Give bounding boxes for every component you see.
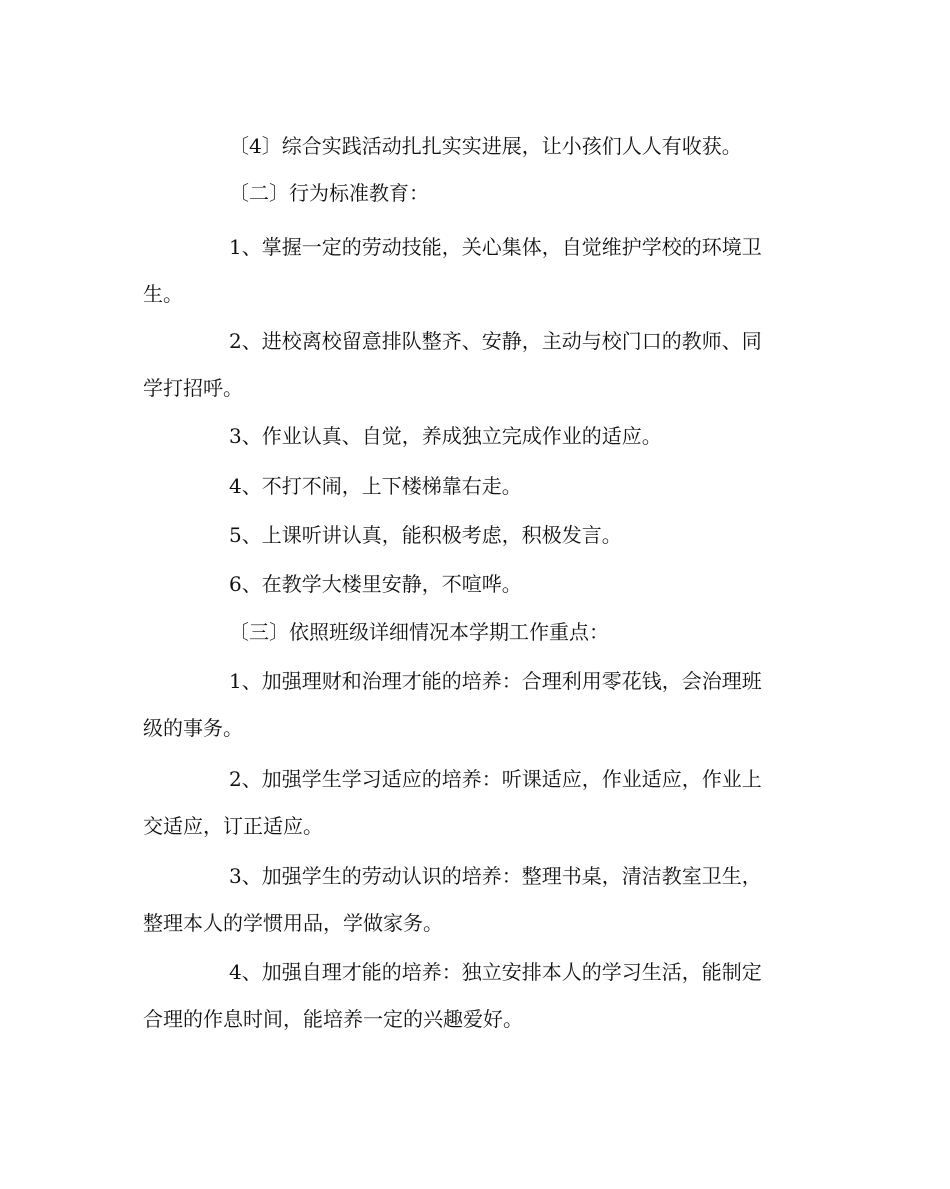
paragraph-line: 〔三〕依照班级详细情况本学期工作重点：	[229, 620, 609, 644]
paragraph-line: 5、上课听讲认真，能积极考虑，积极发言。	[229, 523, 622, 547]
list-item-school-entry	[143, 318, 808, 412]
paragraph-line: 〔4〕综合实践活动扎扎实实进展，让小孩们人人有收获。	[229, 134, 742, 158]
paragraph-line: 3、作业认真、自觉，养成独立完成作业的适应。	[229, 424, 662, 448]
list-item-finance-management	[143, 658, 808, 752]
paragraph-line: 2、加强学生学习适应的培养：听课适应，作业适应，作业上	[229, 767, 762, 791]
section-heading-semester-focus	[143, 609, 808, 656]
list-item-study-habits	[143, 756, 808, 850]
paragraph-comprehensive-practice	[143, 123, 808, 170]
section-heading-behavior-standards	[143, 170, 808, 217]
paragraph-line: 生。	[143, 282, 183, 306]
paragraph-line: 6、在教学大楼里安静，不喧哗。	[229, 572, 522, 596]
paragraph-line: 2、进校离校留意排队整齐、安静，主动与校门口的教师、同	[229, 329, 762, 353]
paragraph-line: 1、掌握一定的劳动技能，关心集体，自觉维护学校的环境卫	[229, 235, 762, 259]
paragraph-line: 交适应，订正适应。	[143, 814, 323, 838]
list-item-homework-habit	[143, 413, 808, 460]
paragraph-line: 4、不打不闹，上下楼梯靠右走。	[229, 474, 522, 498]
paragraph-line: 〔二〕行为标准教育：	[229, 181, 429, 205]
list-item-labor-skills	[143, 224, 808, 318]
list-item-class-participation	[143, 512, 808, 559]
paragraph-line: 1、加强理财和治理才能的培养：合理利用零花钱，会治理班	[229, 669, 762, 693]
list-item-labor-awareness	[143, 853, 808, 947]
list-item-stairs	[143, 463, 808, 510]
paragraph-line: 4、加强自理才能的培养：独立安排本人的学习生活，能制定	[229, 960, 762, 984]
paragraph-line: 级的事务。	[143, 716, 243, 740]
paragraph-line: 合理的作息时间，能培养一定的兴趣爱好。	[143, 1007, 523, 1031]
paragraph-line: 学打招呼。	[143, 376, 243, 400]
list-item-quiet-building	[143, 561, 808, 608]
list-item-self-management	[143, 949, 808, 1043]
paragraph-line: 3、加强学生的劳动认识的培养：整理书桌，清洁教室卫生，	[229, 864, 762, 888]
paragraph-line: 整理本人的学惯用品，学做家务。	[143, 911, 443, 935]
